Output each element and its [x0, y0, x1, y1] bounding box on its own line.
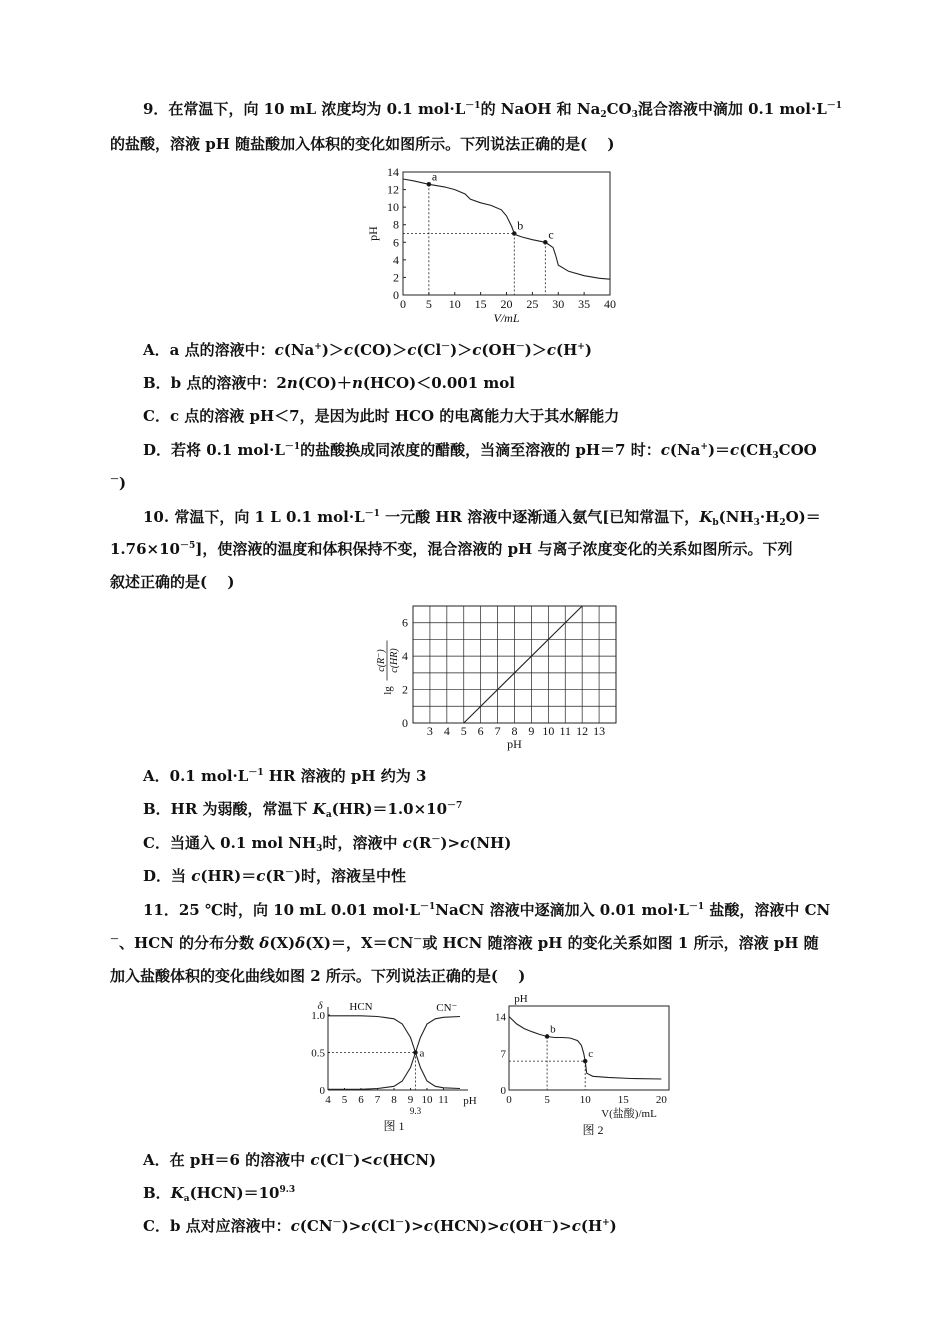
- figure-caption: 图 1: [383, 1119, 405, 1133]
- x-tick-label-4: 4: [325, 1094, 331, 1106]
- q9-option-a: A．a 点的溶液中：c(Na+)＞c(CO)＞c(Cl－)＞c(OH－)＞c(H+): [143, 341, 592, 359]
- point-label-a: a: [419, 1047, 425, 1060]
- q9-option-d: D．若将 0.1 $mol\cdot L^{-1}$的盐酸换成同浓度的醋酸，当滴至溶液的 pH＝7 时：$c(Na^+)=c(CH_3COO$: [143, 441, 817, 461]
- y-axis-label-numerator: c(R⁻): [376, 649, 387, 672]
- y-axis-label-prefix: lg: [382, 686, 394, 695]
- x-tick-label-11: 11: [438, 1094, 449, 1106]
- point-a: [427, 183, 431, 187]
- y-tick-label-14: 14: [387, 165, 399, 179]
- x-tick-label-13: 13: [593, 724, 606, 738]
- q11-stem-line-2: －、HCN 的分布分数 δ(X)δ(X)＝，X＝CN－或 HCN 随溶液 pH 的变化关系如图 1 所示，溶液 pH 随: [110, 934, 819, 952]
- plot-frame: [403, 172, 610, 295]
- q9-stem-line-1: 9．在常温下，向 10 mL 浓度均为 0.1 $mol\cdot L^{-1}$的 NaOH 和 $Na_2CO_3$混合溶液中滴加 0.1 $mol\cdot L^{-1}$: [143, 100, 843, 120]
- x-tick-label-10: 10: [542, 724, 555, 738]
- y-tick-label-12: 12: [387, 182, 399, 197]
- x-tick-label-11: 11: [559, 724, 572, 738]
- x-tick-label-40: 40: [604, 297, 616, 311]
- x-axis-label: pH: [463, 1095, 477, 1107]
- x-tick-label-6: 6: [358, 1094, 364, 1106]
- point-label-a: a: [431, 169, 438, 184]
- y-tick-label-7: 7: [500, 1048, 506, 1061]
- q10-stem-line-2: $1.76\times 10^{-5}$]，使溶液的温度和体积保持不变，混合溶液的 pH 与离子浓度变化的关系如图所示。下列: [110, 540, 793, 558]
- figure-caption: 图 2: [582, 1123, 604, 1137]
- q9-option-b: B．b 点的溶液中：2n(CO)＋n(HCO)＜0.001 mol: [143, 374, 515, 392]
- point-label-b: b: [517, 218, 524, 233]
- q9-option-c: C．c 点的溶液 pH＜7，是因为此时 HCO 的电离能力大于其水解能力: [143, 407, 620, 425]
- x-tick-label-7: 7: [374, 1094, 381, 1106]
- x-tick-label-8: 8: [511, 724, 518, 738]
- point-label-c: c: [588, 1048, 594, 1061]
- y-tick-label-0: 0: [393, 288, 399, 302]
- x-tick-label-6: 6: [477, 724, 484, 738]
- x-tick-label-20: 20: [500, 297, 513, 311]
- x-tick-label-5: 5: [341, 1094, 348, 1106]
- point-a: [414, 1051, 418, 1055]
- x-tick-label-9: 9: [407, 1094, 414, 1106]
- y-tick-label-6: 6: [402, 615, 408, 630]
- x-tick-label-5: 5: [425, 297, 432, 311]
- q10-option-b: B．HR 为弱酸，常温下 $K_a(HR)=1.0\times 10^{-7}$: [143, 800, 463, 820]
- x-tick-label-12: 12: [576, 724, 589, 738]
- point-b: [545, 1035, 549, 1039]
- x-tick-label-30: 30: [552, 297, 565, 311]
- x-tick-label-7: 7: [494, 724, 501, 738]
- y-tick-label-0: 0: [319, 1085, 325, 1097]
- titration-curve: [403, 179, 610, 279]
- q10-option-a: A．0.1 $mol\cdot L^{-1}$ HR 溶液的 pH 约为 3: [143, 767, 427, 785]
- y-tick-label-4: 4: [393, 252, 399, 267]
- y-tick-label-4: 4: [402, 649, 408, 664]
- y-tick-label-0.5: 0.5: [311, 1047, 325, 1060]
- y-tick-label-2: 2: [402, 682, 408, 697]
- point-c: [583, 1059, 587, 1063]
- series-label-cn: CN⁻: [436, 1002, 458, 1014]
- q9-titration-chart: [360, 160, 620, 330]
- q11-figure-1: [300, 995, 490, 1145]
- y-tick-label-0: 0: [500, 1085, 506, 1097]
- point-label-c: c: [548, 227, 554, 242]
- y-tick-label-2: 2: [393, 270, 399, 285]
- q11-stem-line-1: 11．25 ℃时，向 10 mL 0.01 $mol\cdot L^{-1}NaCN$ 溶液中逐滴加入 0.01 $mol\cdot L^{-1}$ 盐酸，溶液中 CN: [143, 901, 831, 919]
- q11-figure-2: [495, 990, 685, 1145]
- x-tick-label-5: 5: [460, 724, 467, 738]
- series-label-hcn: HCN: [349, 1001, 373, 1013]
- x-axis-label: V/mL: [493, 311, 520, 325]
- q10-option-d: D．当 c(HR)＝c(R－)时，溶液呈中性: [143, 867, 407, 885]
- point-b: [512, 232, 516, 236]
- data-line: [464, 606, 582, 723]
- point-label-b: b: [550, 1023, 556, 1036]
- x-tick-label-0: 0: [400, 297, 406, 311]
- y-axis-label-denominator: c(HR): [389, 648, 400, 673]
- q11-option-c: C．b 点对应溶液中：c(CN－)>c(Cl－)>c(HCN)>c(OH－)>c(H+): [143, 1217, 617, 1235]
- point-c: [544, 240, 548, 244]
- x-tick-label-10: 10: [579, 1094, 591, 1106]
- y-axis-label: δ: [317, 1000, 323, 1012]
- x-tick-label-9: 9: [528, 724, 535, 738]
- x-extra-tick-label: 9.3: [409, 1106, 422, 1116]
- x-tick-label-8: 8: [391, 1094, 397, 1106]
- y-tick-label-6: 6: [393, 235, 399, 250]
- q10-option-c: C．当通入 0.1 mol $NH_3$时，溶液中 c(R－)>c(NH): [143, 834, 512, 854]
- y-axis-label: pH: [514, 993, 528, 1005]
- y-tick-label-0: 0: [402, 716, 408, 730]
- q10-stem-line-1: 10. 常温下，向 1 L 0.1 $mol\cdot L^{-1}$ 一元酸 HR 溶液中逐渐通入氨气[已知常温下，$K_b(NH_3\cdot H_2O)=$: [143, 508, 821, 528]
- q11-option-a: A．在 pH＝6 的溶液中 c(Cl－)<c(HCN): [143, 1151, 437, 1169]
- x-tick-label-15: 15: [474, 297, 487, 311]
- q9-stem-line-2: 的盐酸，溶液 pH 随盐酸加入体积的变化如图所示。下列说法正确的是( ): [110, 135, 615, 153]
- y-tick-label-1.0: 1.0: [311, 1010, 325, 1022]
- x-tick-label-10: 10: [448, 297, 461, 311]
- x-tick-label-0: 0: [506, 1094, 512, 1106]
- x-tick-label-3: 3: [426, 724, 433, 738]
- y-tick-label-10: 10: [387, 200, 399, 215]
- q10-stem-line-3: 叙述正确的是( ): [110, 573, 235, 591]
- y-tick-label-8: 8: [393, 217, 399, 232]
- x-tick-label-20: 20: [655, 1094, 667, 1106]
- y-axis-label: pH: [366, 226, 380, 241]
- x-tick-label-25: 25: [526, 297, 539, 311]
- q11-stem-line-3: 加入盐酸体积的变化曲线如图 2 所示。下列说法正确的是( ): [110, 967, 526, 985]
- series-line-1: [328, 1017, 460, 1090]
- x-axis-label: pH: [507, 737, 522, 751]
- x-tick-label-35: 35: [578, 297, 591, 311]
- q11-option-b: B．$K_a(HCN)=10^{9.3}$: [143, 1184, 296, 1204]
- x-axis-label: V(盐酸)/mL: [601, 1108, 657, 1120]
- x-tick-label-15: 15: [617, 1094, 629, 1106]
- x-tick-label-4: 4: [443, 724, 450, 738]
- x-tick-label-5: 5: [544, 1094, 550, 1106]
- y-axis-label: [376, 641, 400, 695]
- x-tick-label-10: 10: [421, 1094, 433, 1106]
- y-tick-label-14: 14: [495, 1011, 506, 1024]
- q9-option-d-cont: －): [110, 474, 127, 492]
- q10-grid-chart: [365, 598, 625, 758]
